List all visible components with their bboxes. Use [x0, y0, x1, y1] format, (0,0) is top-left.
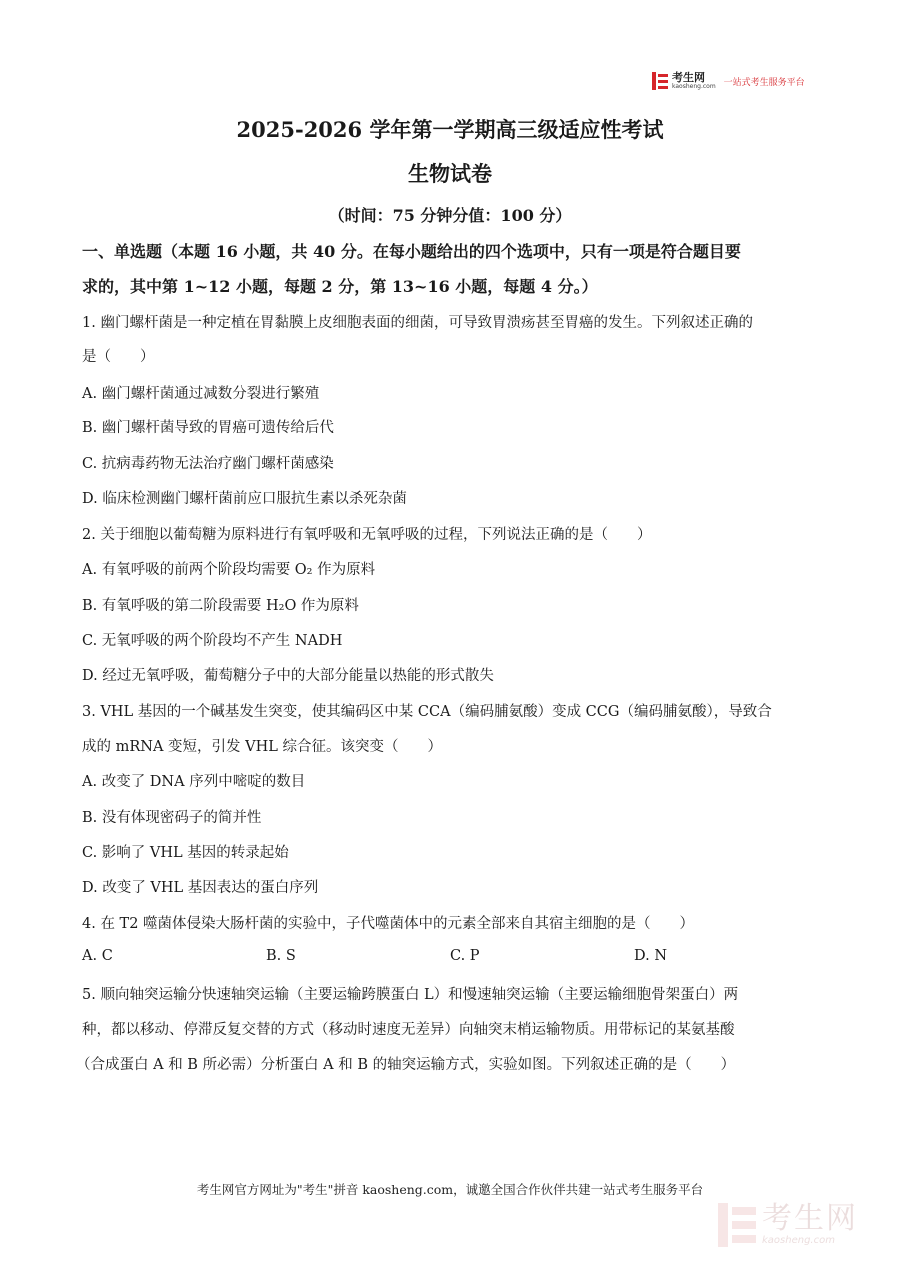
question-2-stem: 2. 关于细胞以葡萄糖为原料进行有氧呼吸和无氧呼吸的过程，下列说法正确的是（ ）: [82, 527, 652, 543]
question-2-option-a: A. 有氧呼吸的前两个阶段均需要 O₂ 作为原料: [82, 562, 376, 578]
question-4-option-d: D. N: [634, 948, 668, 964]
question-5-stem-line-3: （合成蛋白 A 和 B 所必需）分析蛋白 A 和 B 的轴突运输方式，实验如图。下列叙述正确的是（ ）: [76, 1057, 736, 1073]
exam-subject: 生物试卷: [408, 161, 492, 186]
question-4-option-c: C. P: [450, 948, 480, 964]
question-3-option-b: B. 没有体现密码子的简并性: [82, 810, 262, 826]
question-1-option-a: A. 幽门螺杆菌通过减数分裂进行繁殖: [82, 386, 320, 402]
exam-info: （时间：75 分钟分值：100 分）: [328, 206, 572, 225]
question-1-option-d: D. 临床检测幽门螺杆菌前应口服抗生素以杀死杂菌: [82, 491, 407, 507]
question-3-option-c: C. 影响了 VHL 基因的转录起始: [82, 845, 289, 861]
question-3-option-d: D. 改变了 VHL 基因表达的蛋白序列: [82, 880, 319, 896]
question-2-option-c: C. 无氧呼吸的两个阶段均不产生 NADH: [82, 633, 343, 649]
question-3-option-a: A. 改变了 DNA 序列中嘧啶的数目: [82, 774, 306, 790]
question-3-stem-line-1: 3. VHL 基因的一个碱基发生突变，使其编码区中某 CCA（编码脯氨酸）变成 CCG（编码脯氨酸），导致合: [82, 704, 772, 720]
section-heading-line-1: 一、单选题（本题 16 小题，共 40 分。在每小题给出的四个选项中，只有一项是符合题目要: [82, 242, 741, 261]
question-5-stem-line-1: 5. 顺向轴突运输分快速轴突运输（主要运输跨膜蛋白 L）和慢速轴突运输（主要运输细胞骨架蛋白）两: [82, 987, 739, 1003]
question-4-option-a: A. C: [82, 948, 113, 964]
header-logo: [652, 72, 805, 90]
question-1-option-c: C. 抗病毒药物无法治疗幽门螺杆菌感染: [82, 456, 334, 472]
exam-title: 2025-2026 学年第一学期高三级适应性考试: [236, 117, 664, 142]
watermark-name: 考生网: [762, 1201, 858, 1236]
section-heading-line-2: 求的，其中第 1~12 小题，每题 2 分，第 13~16 小题，每题 4 分。）: [82, 277, 598, 296]
question-1-stem-line-2: 是（ ）: [82, 349, 155, 365]
question-2-option-b: B. 有氧呼吸的第二阶段需要 H₂O 作为原料: [82, 598, 359, 614]
question-5-stem-line-2: 种，都以移动、停滞反复交替的方式（移动时速度无差异）向轴突末梢运输物质。用带标记的某氨基酸: [82, 1022, 735, 1038]
watermark-domain: kaosheng.com: [762, 1235, 835, 1246]
question-3-stem-line-2: 成的 mRNA 变短，引发 VHL 综合征。该突变（ ）: [82, 739, 443, 755]
kaosheng-logo-icon: [652, 72, 668, 90]
question-1-option-b: B. 幽门螺杆菌导致的胃癌可遗传给后代: [82, 420, 334, 436]
kaosheng-watermark-icon: [718, 1203, 756, 1247]
kaosheng-watermark: [718, 1203, 858, 1247]
question-4-stem: 4. 在 T2 噬菌体侵染大肠杆菌的实验中，子代噬菌体中的元素全部来自其宿主细胞的是（ ）: [82, 916, 695, 932]
question-1-stem-line-1: 1. 幽门螺杆菌是一种定植在胃黏膜上皮细胞表面的细菌，可导致胃溃疡甚至胃癌的发生。下列叙述正确的: [82, 315, 753, 331]
logo-name: 考生网: [672, 71, 705, 84]
logo-slogan: 一站式考生服务平台: [723, 77, 805, 88]
question-2-option-d: D. 经过无氧呼吸，葡萄糖分子中的大部分能量以热能的形式散失: [82, 668, 494, 684]
page-footer: 考生网官方网址为"考生"拼音 kaosheng.com，诚邀全国合作伙伴共建一站式考生服务平台: [196, 1182, 704, 1197]
question-4-option-b: B. S: [266, 948, 296, 964]
logo-domain: kaosheng.com: [672, 83, 716, 90]
